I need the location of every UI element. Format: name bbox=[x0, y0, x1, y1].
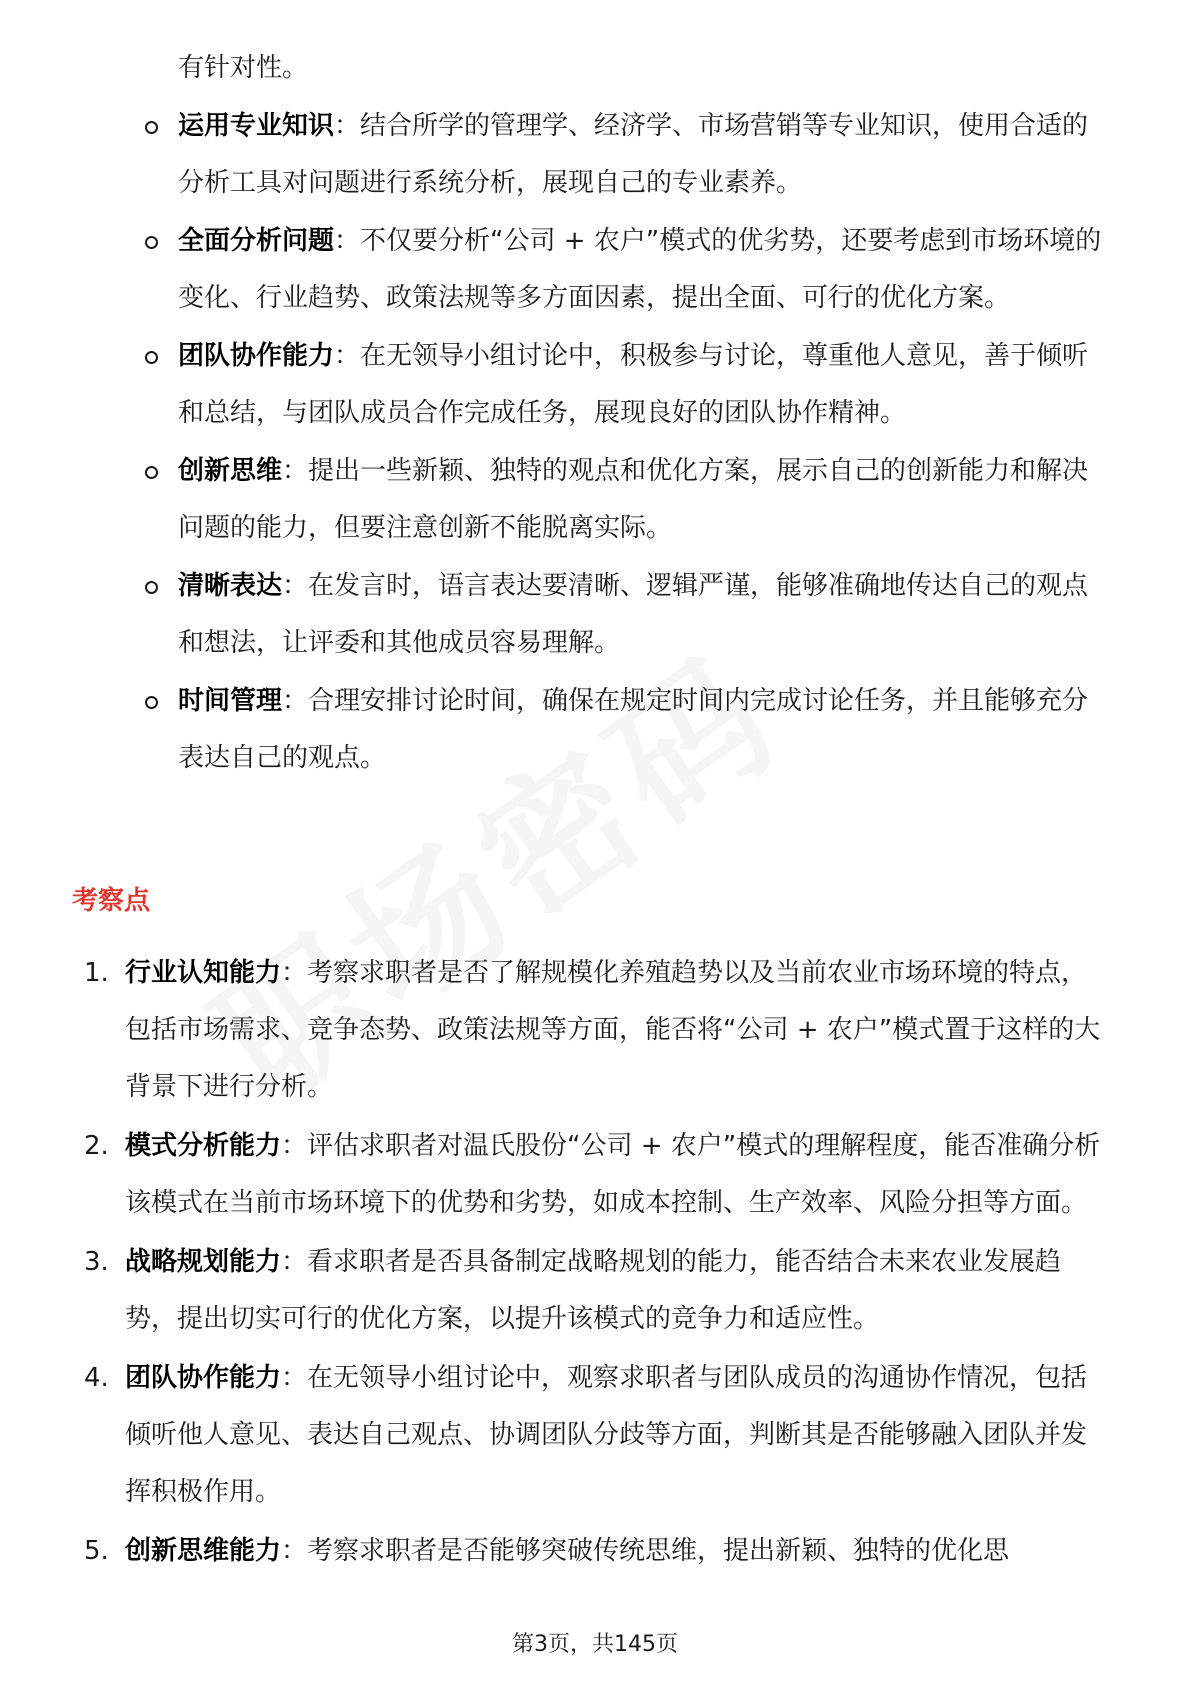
item-number: 3. bbox=[84, 1247, 109, 1277]
bullet-text: ：在无领导小组讨论中，积极参与讨论，尊重他人意见，善于倾听和总结，与团队成员合作完成任务，展现良好的团队协作精神。 bbox=[178, 341, 1089, 428]
bullet-item bbox=[0, 673, 1190, 787]
bullet-item bbox=[0, 328, 1190, 442]
bullet-title: 团队协作能力 bbox=[178, 341, 335, 371]
item-text: ：看求职者是否具备制定战略规划的能力，能否结合未来农业发展趋势，提出切实可行的优化方案，以提升该模式的竞争力和适应性。 bbox=[125, 1247, 1062, 1334]
bullet-title: 清晰表达 bbox=[178, 571, 283, 601]
bullet-circle-icon bbox=[145, 121, 158, 134]
numbered-item bbox=[0, 1523, 1190, 1580]
item-title: 创新思维能力 bbox=[125, 1536, 282, 1566]
numbered-item bbox=[0, 945, 1190, 1116]
item-number: 2. bbox=[84, 1131, 109, 1161]
bullet-title: 全面分析问题 bbox=[178, 226, 335, 256]
numbered-list bbox=[0, 945, 1190, 1582]
section-title: 考察点 bbox=[72, 886, 151, 916]
bullet-text: ：结合所学的管理学、经济学、市场营销等专业知识，使用合适的分析工具对问题进行系统分析，展现自己的专业素养。 bbox=[178, 111, 1089, 198]
item-number: 1. bbox=[84, 958, 109, 988]
item-title: 行业认知能力 bbox=[125, 958, 282, 988]
item-number: 5. bbox=[84, 1536, 109, 1566]
bullet-text: ：提出一些新颖、独特的观点和优化方案，展示自己的创新能力和解决问题的能力，但要注意创新不能脱离实际。 bbox=[178, 456, 1089, 543]
item-title: 团队协作能力 bbox=[125, 1363, 282, 1393]
page-footer: 第3页，共145页 bbox=[512, 1632, 678, 1657]
bullet-circle-icon bbox=[145, 696, 158, 709]
bullet-item bbox=[0, 443, 1190, 557]
item-text: ：考察求职者是否了解规模化养殖趋势以及当前农业市场环境的特点，包括市场需求、竞争态势、政策法规等方面，能否将“公司 + 农户”模式置于这样的大背景下进行分析。 bbox=[125, 958, 1101, 1102]
item-text: ：在无领导小组讨论中，观察求职者与团队成员的沟通协作情况，包括倾听他人意见、表达自己观点、协调团队分歧等方面，判断其是否能够融入团队并发挥积极作用。 bbox=[125, 1363, 1088, 1507]
bullet-circle-icon bbox=[145, 466, 158, 479]
numbered-item bbox=[0, 1234, 1190, 1348]
bullet-circle-icon bbox=[145, 351, 158, 364]
bullet-text: ：不仅要分析“公司 + 农户”模式的优劣势，还要考虑到市场环境的变化、行业趋势、政策法规等多方面因素，提出全面、可行的优化方案。 bbox=[178, 226, 1102, 313]
item-number: 4. bbox=[84, 1363, 109, 1393]
bullet-title: 时间管理 bbox=[178, 686, 283, 716]
bullet-title: 运用专业知识 bbox=[178, 111, 335, 141]
bullet-text: ：合理安排讨论时间，确保在规定时间内完成讨论任务，并且能够充分表达自己的观点。 bbox=[178, 686, 1089, 773]
bullet-title: 创新思维 bbox=[178, 456, 283, 486]
continuation-line bbox=[0, 40, 1190, 97]
item-title: 战略规划能力 bbox=[125, 1247, 282, 1277]
item-title: 模式分析能力 bbox=[125, 1131, 282, 1161]
numbered-item bbox=[0, 1118, 1190, 1232]
item-text: ：考察求职者是否能够突破传统思维，提出新颖、独特的优化思 bbox=[281, 1536, 1010, 1566]
bullet-circle-icon bbox=[145, 236, 158, 249]
continuation-text: 有针对性。 bbox=[178, 53, 309, 83]
bullet-item bbox=[0, 98, 1190, 212]
bullet-circle-icon bbox=[145, 581, 158, 594]
bullet-list bbox=[0, 40, 1190, 788]
item-text: ：评估求职者对温氏股份“公司 + 农户”模式的理解程度，能否准确分析该模式在当前市场环境下的优势和劣势，如成本控制、生产效率、风险分担等方面。 bbox=[125, 1131, 1101, 1218]
numbered-item bbox=[0, 1350, 1190, 1521]
bullet-item bbox=[0, 213, 1190, 327]
bullet-item bbox=[0, 558, 1190, 672]
bullet-text: ：在发言时，语言表达要清晰、逻辑严谨，能够准确地传达自己的观点和想法，让评委和其他成员容易理解。 bbox=[178, 571, 1089, 658]
